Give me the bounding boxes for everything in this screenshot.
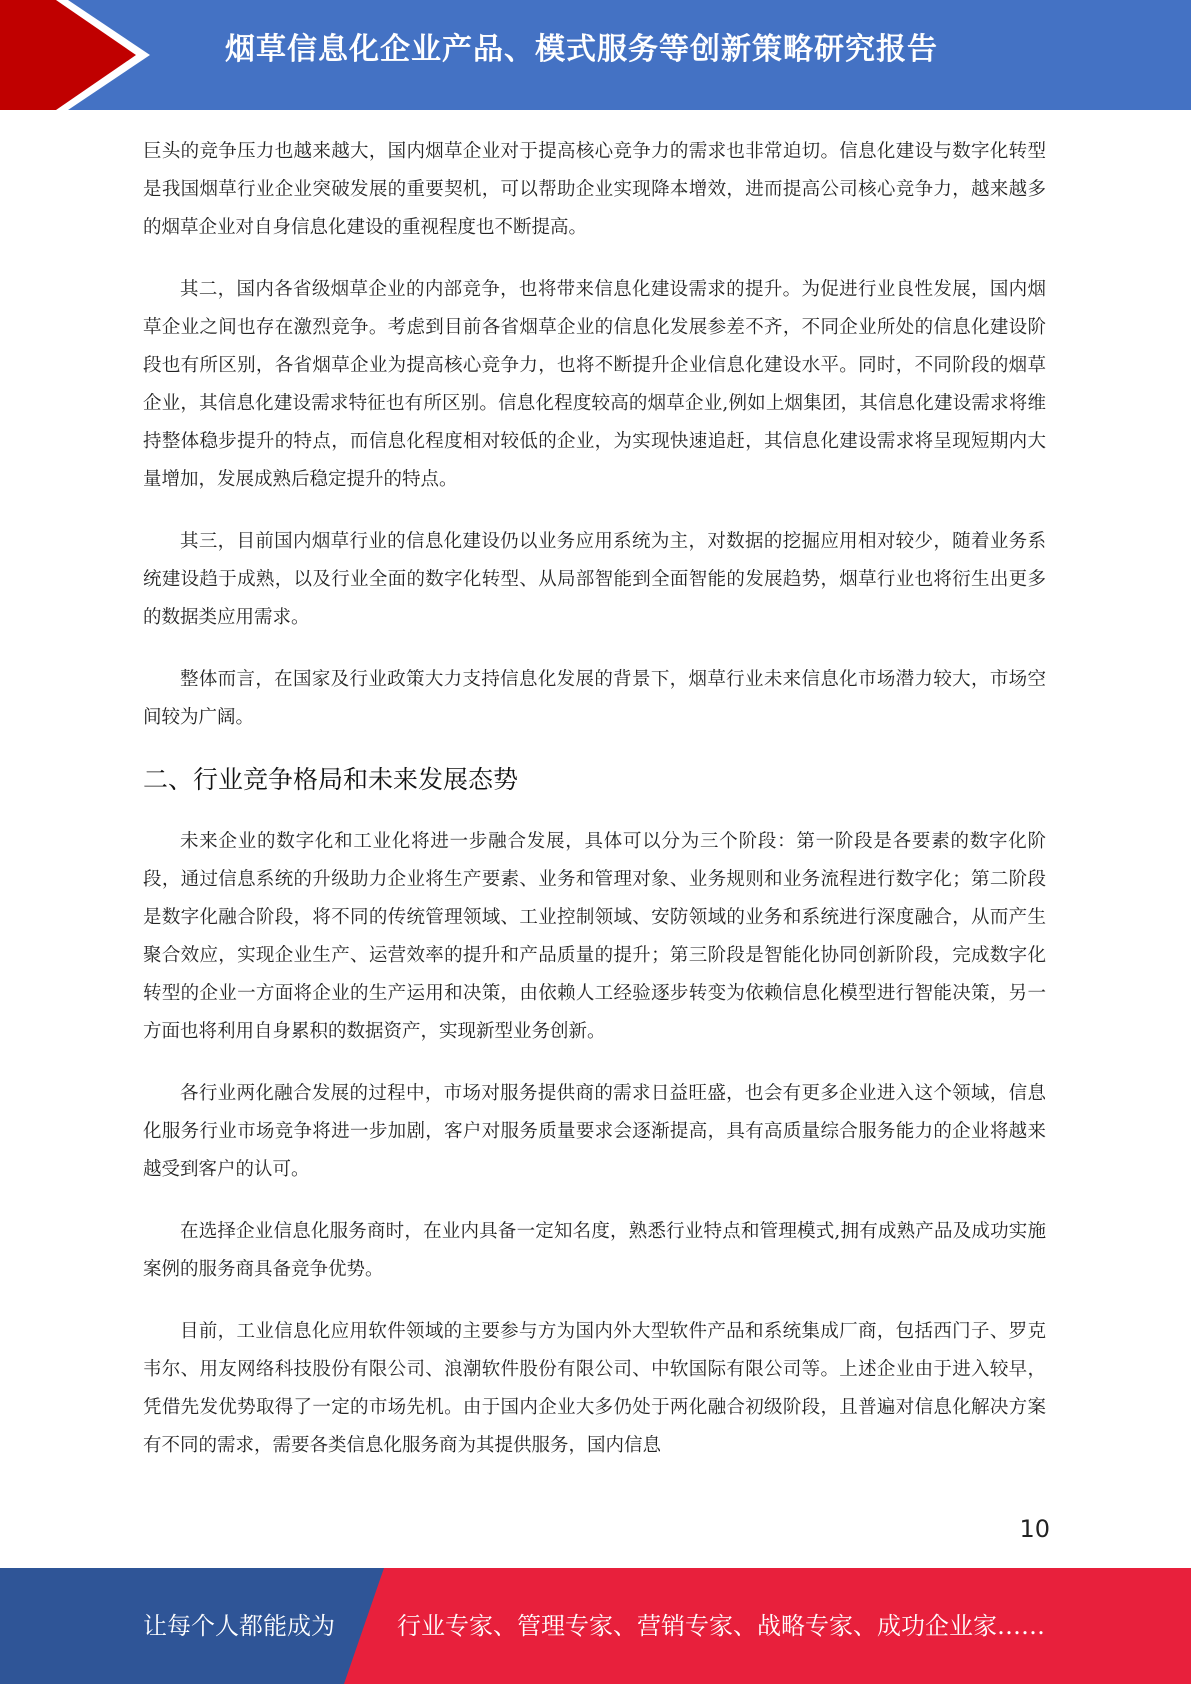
paragraph: 未来企业的数字化和工业化将进一步融合发展，具体可以分为三个阶段：第一阶段是各要素的数字化阶段，通过信息系统的升级助力企业将生产要素、业务和管理对象、业务规则和业务流程进行数字化；第二阶段是数字化融合阶段，将不同的传统管理领域、工业控制领域、安防领域的业务和系统进行深度融合，从而产生聚合效应，实现企业生产、运营效率的提升和产品质量的提升；第三阶段是智能化协同创新阶段，完成数字化转型的企业一方面将企业的生产运用和决策，由依赖人工经验逐步转变为依赖信息化模型进行智能决策，另一方面也将利用自身累积的数据资产，实现新型业务创新。 xyxy=(143,831,1046,1042)
footer-slogan-right: 行业专家、管理专家、营销专家、战略专家、成功企业家…… xyxy=(397,1612,1045,1640)
document-body xyxy=(143,133,1046,1489)
paragraph: 其二，国内各省级烟草企业的内部竞争，也将带来信息化建设需求的提升。为促进行业良性发展，国内烟草企业之间也存在激烈竞争。考虑到目前各省烟草企业的信息化发展参差不齐，不同企业所处的信息化建设阶段也有所区别，各省烟草企业为提高核心竞争力，也将不断提升企业信息化建设水平。同时，不同阶段的烟草企业，其信息化建设需求特征也有所区别。信息化程度较高的烟草企业,例如上烟集团，其信息化建设需求将维持整体稳步提升的特点，而信息化程度相对较低的企业，为实现快速追赶，其信息化建设需求将呈现短期内大量增加，发展成熟后稳定提升的特点。 xyxy=(143,279,1046,490)
page-footer xyxy=(0,1568,1191,1684)
section-heading: 二、行业竞争格局和未来发展态势 xyxy=(143,765,519,794)
paragraph: 目前，工业信息化应用软件领域的主要参与方为国内外大型软件产品和系统集成厂商，包括西门子、罗克韦尔、用友网络科技股份有限公司、浪潮软件股份有限公司、中软国际有限公司等。上述企业由于进入较早，凭借先发优势取得了一定的市场先机。由于国内企业大多仍处于两化融合初级阶段，且普遍对信息化解决方案有不同的需求，需要各类信息化服务商为其提供服务，国内信息 xyxy=(143,1321,1046,1456)
header-arrow-icon xyxy=(0,0,160,110)
paragraph: 其三，目前国内烟草行业的信息化建设仍以业务应用系统为主，对数据的挖掘应用相对较少，随着业务系统建设趋于成熟，以及行业全面的数字化转型、从局部智能到全面智能的发展趋势，烟草行业也将衍生出更多的数据类应用需求。 xyxy=(143,531,1046,628)
page-number: 10 xyxy=(1019,1515,1050,1543)
page-header xyxy=(0,0,1191,110)
paragraph: 巨头的竞争压力也越来越大，国内烟草企业对于提高核心竞争力的需求也非常迫切。信息化建设与数字化转型是我国烟草行业企业突破发展的重要契机，可以帮助企业实现降本增效，进而提高公司核心竞争力，越来越多的烟草企业对自身信息化建设的重视程度也不断提高。 xyxy=(143,141,1046,238)
paragraph: 整体而言，在国家及行业政策大力支持信息化发展的背景下，烟草行业未来信息化市场潜力较大，市场空间较为广阔。 xyxy=(143,669,1046,728)
report-title: 烟草信息化企业产品、模式服务等创新策略研究报告 xyxy=(225,32,938,67)
paragraph: 各行业两化融合发展的过程中，市场对服务提供商的需求日益旺盛，也会有更多企业进入这个领域，信息化服务行业市场竞争将进一步加剧，客户对服务质量要求会逐渐提高，具有高质量综合服务能力的企业将越来越受到客户的认可。 xyxy=(143,1083,1046,1180)
paragraph: 在选择企业信息化服务商时，在业内具备一定知名度，熟悉行业特点和管理模式,拥有成熟产品及成功实施案例的服务商具备竞争优势。 xyxy=(143,1221,1046,1280)
footer-slogan-left: 让每个人都能成为 xyxy=(143,1612,335,1640)
